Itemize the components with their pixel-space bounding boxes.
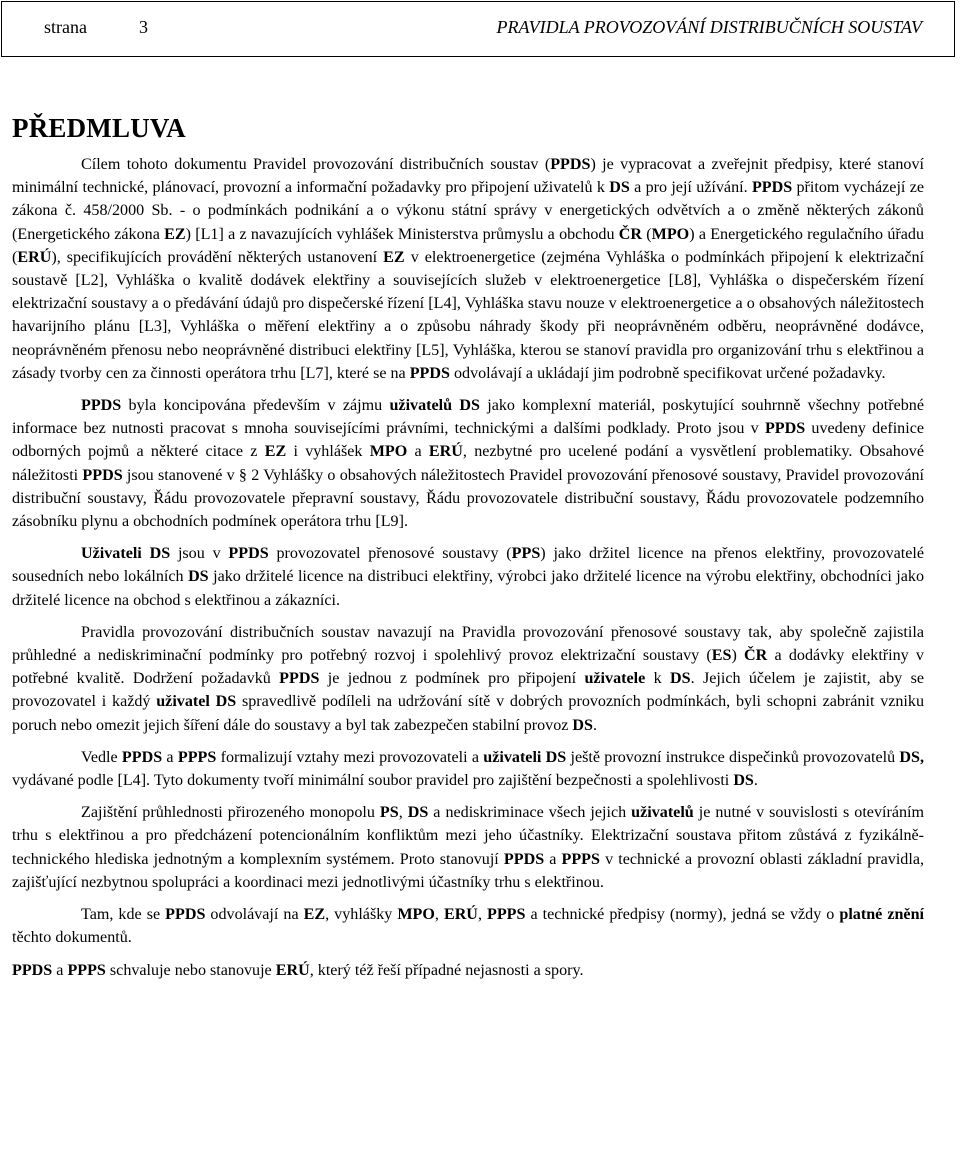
bold-term: PPPS [487, 906, 526, 924]
text-run: jsou v [170, 545, 229, 563]
text-run: ) jako držitel licence na přenos elektřiny, provozovatelé sousedních nebo lokálních [12, 545, 925, 586]
bold-term: PPDS [12, 961, 53, 979]
text-run: k [645, 670, 671, 688]
text-run: těchto dokumentů. [12, 929, 132, 947]
text-run: vydávané podle [L4]. Tyto dokumenty tvoří minimální soubor pravidel pro zajištění bezpečnosti a spolehlivosti [12, 772, 734, 790]
bold-term: PPPS [561, 850, 600, 868]
text-run: jako držitelé licence na distribuci elektřiny, výrobci jako držitelé licence na výrobu elektřiny, obchodníci jako držitelé licence na obchod s elektřinou a zákazníci. [12, 568, 924, 609]
text-run: , [477, 906, 487, 924]
text-run: ) a Energetického regulačního úřadu ( [12, 225, 924, 266]
text-run: . [593, 716, 598, 734]
text-run: odvolávají a ukládají jim podrobně specifikovat určené požadavky. [449, 364, 886, 382]
text-run: , [398, 804, 408, 822]
text-run: , [434, 906, 444, 924]
bold-term: PPDS [764, 420, 806, 438]
bold-term: PPDS [228, 545, 269, 563]
text-run: a dodávky elektřiny v potřebné kvalitě. Dodržení požadavků [12, 647, 924, 688]
document-title: PRAVIDLA PROVOZOVÁNÍ DISTRIBUČNÍCH SOUSTAV [496, 17, 922, 37]
bold-term: uživatel DS [156, 693, 237, 711]
bold-term: DS [188, 568, 209, 586]
paragraph-users [12, 542, 924, 612]
bold-term: ERÚ [443, 906, 478, 924]
text-run: - o podmínkách podnikání a o výkonu státní správy v energetických odvětvích a o změně některých zákonů (Energetického zákona [12, 202, 924, 243]
text-run: uvedeny definice odborných pojmů a některé citace z [12, 420, 924, 461]
text-run: ) [731, 647, 745, 665]
text-run: ) [L1] a z navazujících vyhlášek Ministerstva průmyslu a obchodu [185, 225, 619, 243]
text-run: , vyhlášky [325, 906, 398, 924]
bold-term: Uživateli DS [81, 545, 171, 563]
text-run: v technické a provozní oblasti základní pravidla, zajišťující nezbytnou spolupráci a koordinaci mezi jednotlivými účastníky trhu s elektřinou. [12, 850, 924, 891]
bold-term: PPDS [550, 156, 591, 173]
paragraph-dispatch [12, 746, 924, 792]
text-run: byla koncipována především v zájmu [121, 397, 390, 415]
bold-term: uživatelů [631, 804, 694, 822]
body-text [12, 153, 924, 982]
bold-term: MPO [397, 906, 435, 924]
bold-term: DS [572, 716, 593, 734]
bold-term: PPPS [177, 748, 217, 766]
text-run: ) je vypracovat a zveřejnit předpisy, které stanoví minimální technické, plánovací, provozní a informační požadavky pro připojení uživatelů k [12, 156, 924, 197]
bold-term: uživatelů DS [389, 397, 480, 415]
paragraph-concept [12, 394, 924, 533]
text-run: ( [642, 225, 652, 243]
text-run: spravedlivě podíleli na udržování sítě v dobrých provozních podmínkách, byli schopni zabránit vzniku poruch nebo omezit jejich šíření dále do soustavy a byl tak zabezpečen stabilní provoz [12, 693, 924, 734]
text-run: Cílem tohoto dokumentu Pravidel provozování distribučních soustav ( [81, 156, 551, 173]
text-run: v elektroenergetice (zejména Vyhláška o podmínkách připojení k elektrizační soustavě [L2], Vyhláška o kvalitě dodávek elektřiny a souvisejících služeb v elektroenergetice [L8], Vyhláška o dispečerském řízení elektrizační soustavy a o předávání údajů pro dispečerské řízení [L4], Vyhláška stavu nouze v elektroenergetice a o obsahových náležitostech havarijního plánu [L3], Vyhláška o měření elektřiny a o způsobu náhrady škody při neoprávněném odběru, neoprávněné dodávce, neoprávněném přenosu nebo neoprávněné distribuci elektřiny [L5], Vyhláška, kterou se stanoví pravidla pro organizování trhu s elektřinou a zásady tvorby cen za činnosti operátora trhu [L7], které se na [12, 248, 925, 382]
bold-term: DS, [899, 748, 924, 766]
text-run: jako komplexní materiál, poskytující souhrnně všechny potřebné informace bez nutnosti pracovat s mnoha souvisejícími právními, technickými a dalšími podklady. Proto jsou v [12, 397, 924, 438]
text-run: a [544, 850, 562, 868]
text-run: a nediskriminace všech jejich [428, 804, 632, 822]
bold-term: uživatele [584, 670, 646, 688]
text-run: . [753, 772, 758, 790]
text-run: a [52, 961, 68, 979]
bold-term: PPS [511, 545, 541, 563]
bold-term: PPPS [67, 961, 106, 979]
bold-term: EZ [264, 443, 287, 461]
text-run: ), specifikujících provádění některých ustanovení [51, 248, 384, 266]
bold-term: PPDS [279, 670, 320, 688]
text-run: odvolávají na [205, 906, 304, 924]
bold-term: PPDS [165, 906, 206, 924]
text-run: a [407, 443, 429, 461]
text-run: ještě provozní instrukce dispečinků provozovatelů [566, 748, 900, 766]
page-header [1, 1, 955, 57]
bold-term: PPDS [503, 850, 545, 868]
paragraph-transmission-rules [12, 621, 924, 737]
text-run: provozovatel přenosové soustavy ( [268, 545, 512, 563]
text-run: a [162, 748, 178, 766]
text-run: je nutné v souvislosti s otevíráním trhu s elektřinou a pro předcházení potencionálním konfliktům mezi jeho účastníky. Elektrizační soustava přitom zůstává z fyzikálně-technického hlediska jednotným a komplexním systémem. Proto stanovují [12, 804, 925, 868]
bold-term: ERÚ [428, 443, 463, 461]
bold-term: DS [733, 772, 754, 790]
text-run: Zajištění průhlednosti přirozeného monopolu [81, 804, 380, 822]
bold-term: EZ [303, 906, 326, 924]
bold-term: PPDS [409, 364, 450, 382]
bold-term: platné znění [839, 906, 924, 924]
bold-term: PPDS [81, 397, 122, 415]
bold-term: MPO [369, 443, 408, 461]
text-run: formalizují vztahy mezi provozovateli a [216, 748, 484, 766]
text-run: je jednou z podmínek pro připojení [319, 670, 585, 688]
text-run: jsou stanovené v § 2 Vyhlášky o obsahových náležitostech Pravidel provozování přenosové soustavy, Pravidel provozování distribuční soustavy, Řádu provozovatele přepravní soustavy, Řádu provozovatele distribuční soustavy, Řádu provozovatele podzemního zásobníku plynu a obchodních podmínek operátora trhu [L9]. [12, 466, 924, 531]
text-run: , nezbytné pro ucelené podání a vysvětlení problematiky. Obsahové náležitosti [12, 443, 924, 484]
text-run: Pravidla provozování distribučních soustav navazují na Pravidla provozování přenosové soustavy tak, aby společně zajistila průhledné a nediskriminační podmínky pro potřebný rozvoj i spolehlivý provoz elektrizační soustavy ( [12, 623, 924, 665]
text-run: Vedle [81, 748, 122, 766]
paragraph-references [12, 903, 924, 949]
text-run: . Jejich účelem je zajistit, aby se provozovatel i každý [12, 670, 924, 711]
section-heading: PŘEDMLUVA [12, 113, 186, 143]
bold-term: EZ [383, 248, 405, 266]
text-run: Tam, kde se [81, 906, 166, 924]
bold-term: ES [711, 647, 732, 665]
bold-term: ČR [618, 225, 643, 243]
page-label: strana [44, 17, 87, 37]
text-run: přitom vycházejí ze zákona č. 458/2000 Sb. [12, 179, 924, 220]
paragraph-intro [12, 153, 924, 385]
bold-term: EZ [164, 225, 186, 243]
bold-term: DS [407, 804, 429, 822]
bold-term: MPO [651, 225, 690, 243]
text-run: schvaluje nebo stanovuje [105, 961, 276, 979]
bold-term: PPDS [121, 748, 163, 766]
paragraph-transparency [12, 801, 924, 894]
page-number: 3 [139, 17, 148, 37]
bold-term: DS [670, 670, 691, 688]
paragraph-approval [12, 959, 924, 982]
bold-term: ERÚ [275, 961, 310, 979]
bold-term: PPDS [751, 179, 793, 197]
text-run: i vyhlášek [286, 443, 370, 461]
bold-term: ČR [744, 647, 768, 665]
bold-term: PPDS [82, 466, 123, 484]
bold-term: PS [379, 804, 399, 822]
text-run: a pro její užívání. [629, 179, 752, 197]
text-run: , který též řeší případné nejasnosti a spory. [309, 961, 584, 979]
bold-term: DS [609, 179, 630, 197]
bold-term: uživateli DS [483, 748, 567, 766]
bold-term: ERÚ [17, 248, 52, 266]
text-run: a technické předpisy (normy), jedná se vždy o [525, 906, 840, 924]
